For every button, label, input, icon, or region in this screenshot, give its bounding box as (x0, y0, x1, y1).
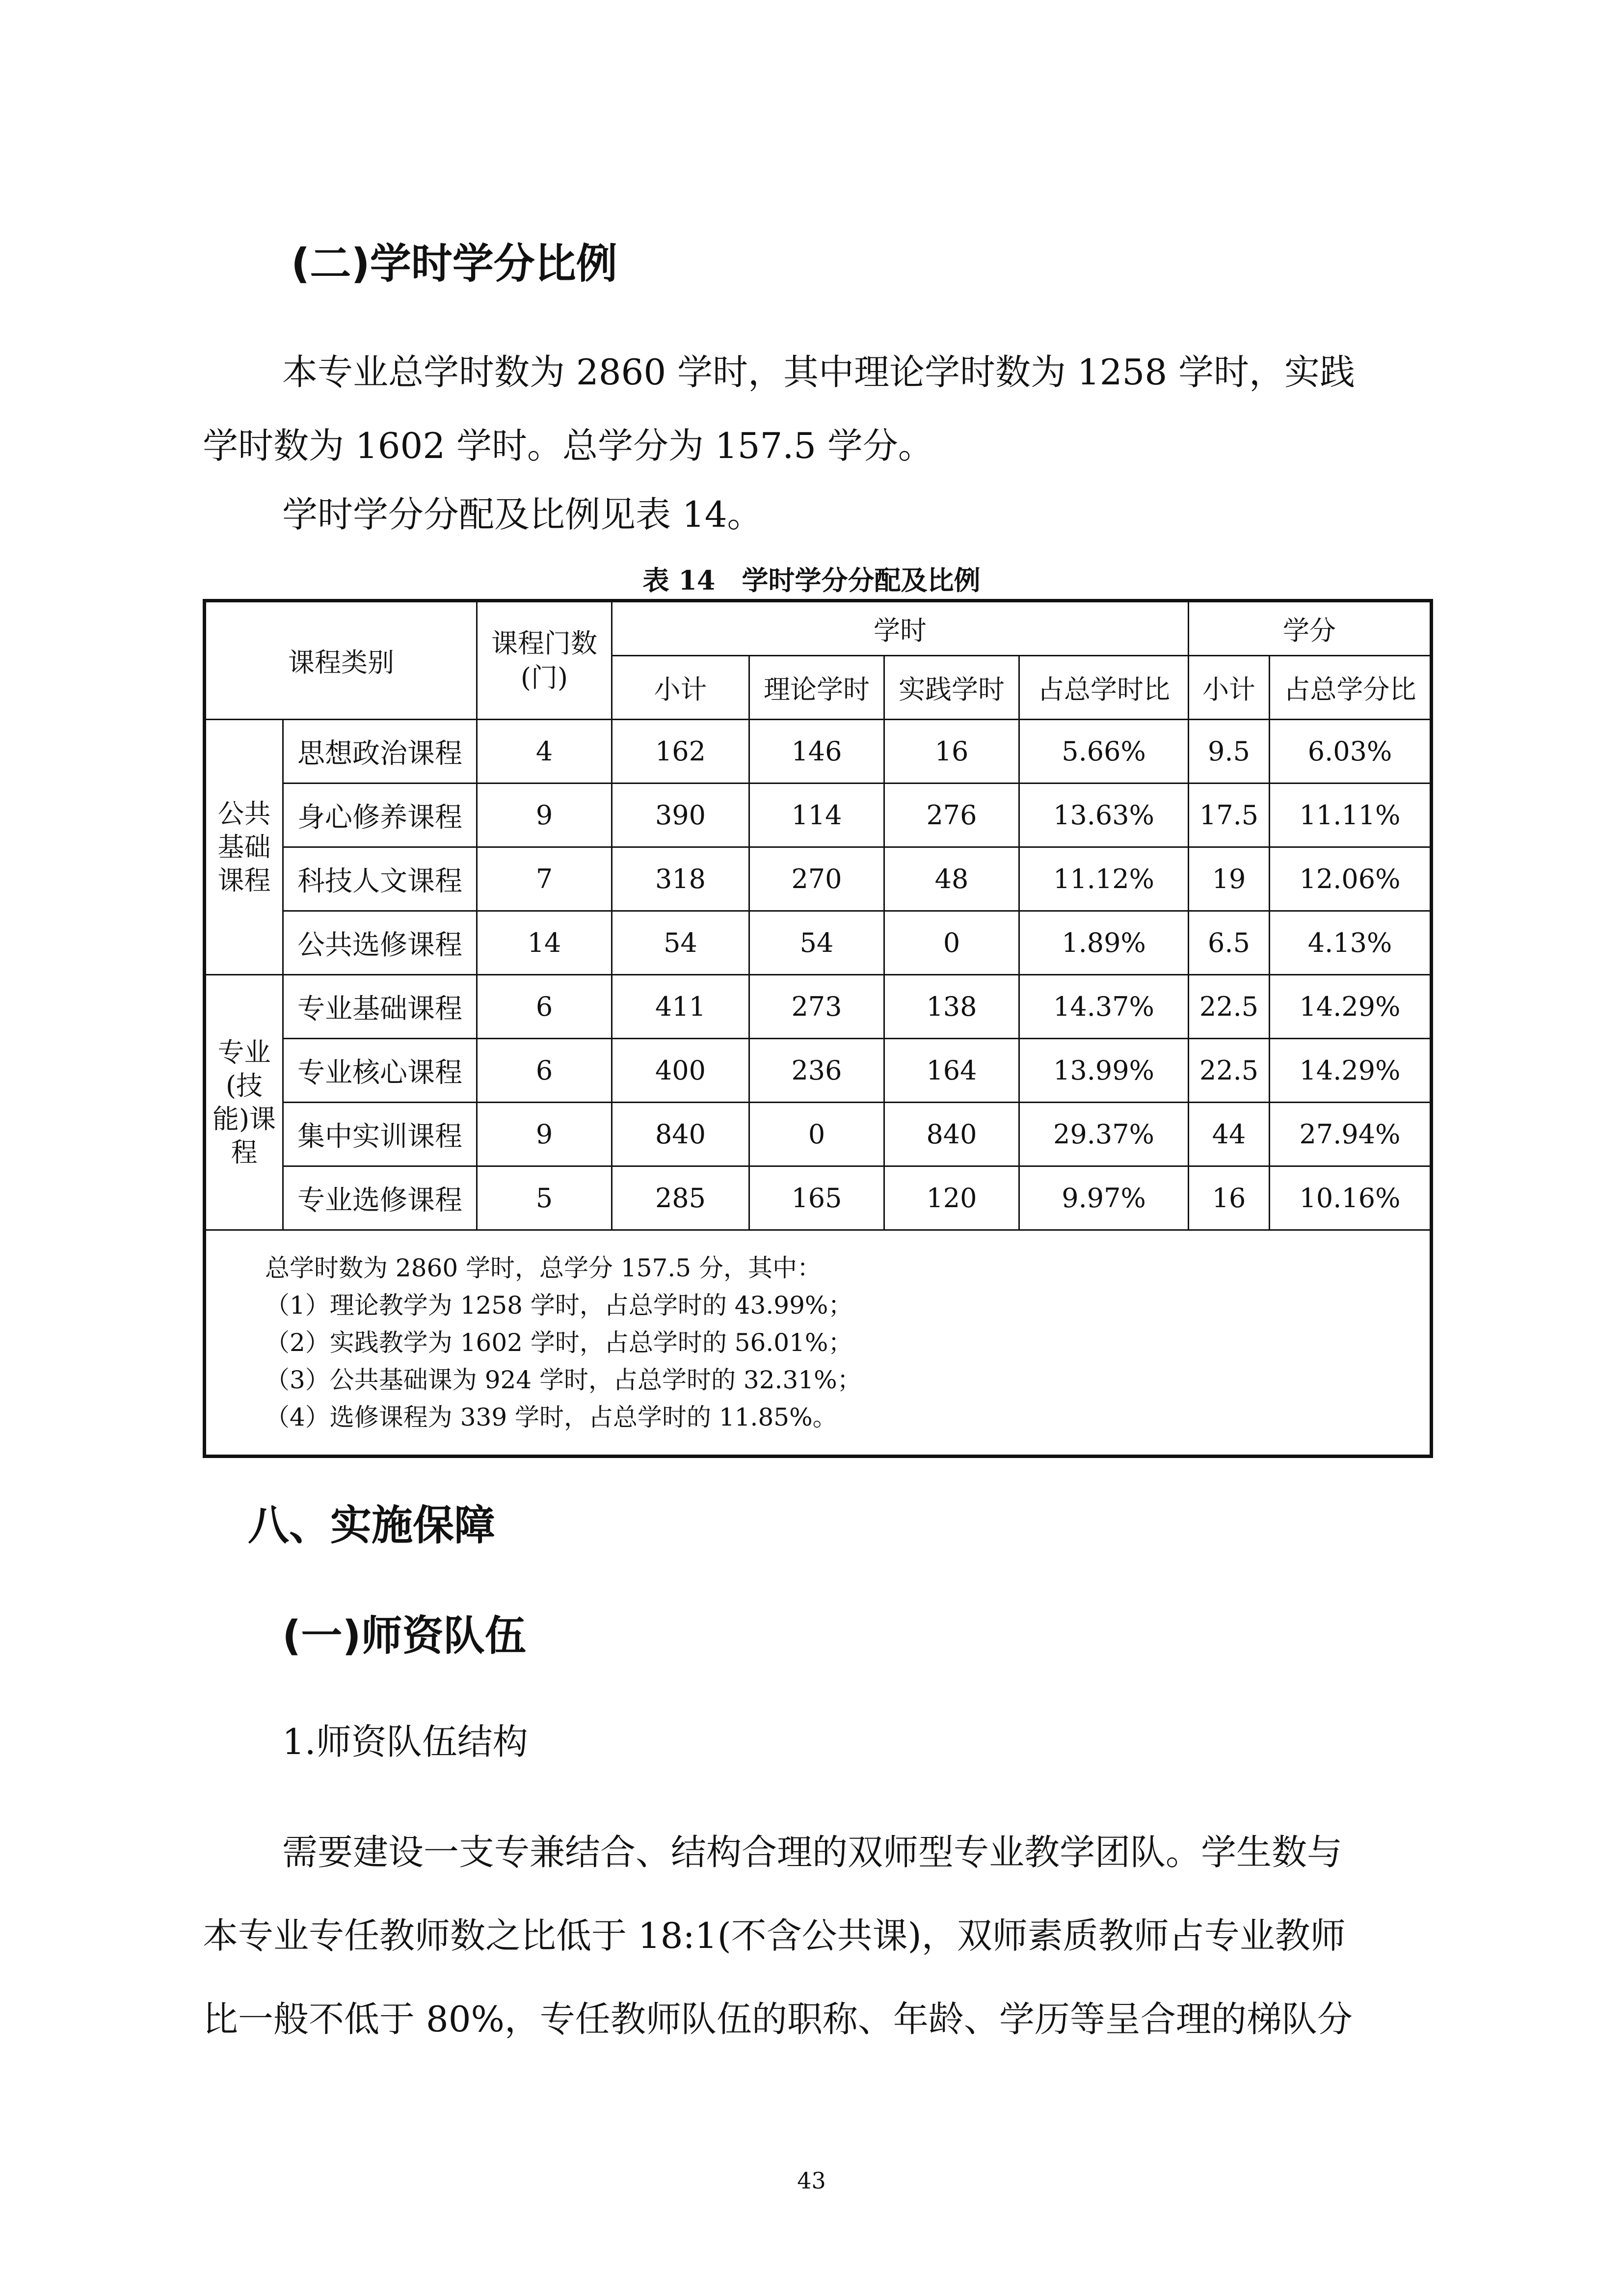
paragraph-total-hours-line1: 本专业总学时数为 2860 学时，其中理论学时数为 1258 学时，实践 (282, 351, 1356, 393)
category-label-line: 基础 (217, 831, 271, 863)
table-row (205, 1166, 1432, 1230)
paragraph-faculty-line3: 比一般不低于 80%，专任教师队伍的职称、年龄、学历等呈合理的梯队分 (203, 1999, 1353, 2040)
table-row (205, 911, 1432, 975)
table-row (205, 1103, 1432, 1166)
hours-subtotal: 318 (612, 847, 749, 911)
course-name: 专业基础课程 (283, 975, 477, 1039)
hours-subtotal: 400 (612, 1039, 749, 1103)
header-credits-ratio: 占总学分比 (1270, 656, 1432, 720)
theory-hours: 270 (749, 847, 884, 911)
theory-hours: 54 (749, 911, 884, 975)
practice-hours: 16 (884, 720, 1019, 783)
credits: 6.5 (1189, 911, 1270, 975)
credits: 17.5 (1189, 783, 1270, 847)
credits-ratio: 6.03% (1270, 720, 1432, 783)
course-count: 5 (477, 1166, 612, 1230)
category-label-line: (技 (225, 1070, 263, 1101)
header-practice-hours: 实践学时 (884, 656, 1019, 720)
page-number: 43 (797, 2167, 826, 2194)
table-caption: 表 14 学时学分分配及比例 (642, 565, 981, 596)
header-credits: 学分 (1189, 601, 1432, 656)
hours-ratio: 14.37% (1019, 975, 1189, 1039)
table-row (205, 975, 1432, 1039)
hours-ratio: 13.63% (1019, 783, 1189, 847)
hours-ratio: 1.89% (1019, 911, 1189, 975)
credits: 16 (1189, 1166, 1270, 1230)
table-note-line: 总学时数为 2860 学时，总学分 157.5 分，其中： (265, 1254, 822, 1282)
course-count: 14 (477, 911, 612, 975)
header-course-count-line1: 课程门数 (491, 627, 597, 659)
category-label-line: 能)课 (212, 1103, 276, 1134)
paragraph-faculty-line2: 本专业专任教师数之比低于 18:1(不含公共课)，双师素质教师占专业教师 (203, 1915, 1346, 1956)
course-count: 9 (477, 1103, 612, 1166)
theory-hours: 146 (749, 720, 884, 783)
hours-credits-table (203, 599, 1433, 1458)
course-name: 专业核心课程 (283, 1039, 477, 1103)
hours-ratio: 11.12% (1019, 847, 1189, 911)
table-notes (205, 1230, 1432, 1457)
header-course-count-line2: (门) (520, 662, 568, 693)
credits-ratio: 4.13% (1270, 911, 1432, 975)
hours-ratio: 13.99% (1019, 1039, 1189, 1103)
hours-ratio: 29.37% (1019, 1103, 1189, 1166)
credits-ratio: 27.94% (1270, 1103, 1432, 1166)
course-count: 9 (477, 783, 612, 847)
hours-subtotal: 390 (612, 783, 749, 847)
credits: 44 (1189, 1103, 1270, 1166)
subsection-heading-faculty-structure: 1.师资队伍结构 (282, 1721, 528, 1762)
section-heading-hours-credits: (二)学时学分比例 (291, 240, 617, 288)
section-heading-faculty: (一)师资队伍 (282, 1612, 526, 1660)
theory-hours: 0 (749, 1103, 884, 1166)
credits: 9.5 (1189, 720, 1270, 783)
practice-hours: 840 (884, 1103, 1019, 1166)
credits: 22.5 (1189, 975, 1270, 1039)
paragraph-total-hours-line2: 学时数为 1602 学时。总学分为 157.5 学分。 (203, 425, 933, 466)
table-row (205, 847, 1432, 911)
table-row (205, 1039, 1432, 1103)
header-hours: 学时 (612, 601, 1189, 656)
credits-ratio: 10.16% (1270, 1166, 1432, 1230)
category-label-line: 程 (231, 1136, 258, 1168)
practice-hours: 48 (884, 847, 1019, 911)
category-label-line: 专业 (217, 1036, 271, 1068)
practice-hours: 120 (884, 1166, 1019, 1230)
table-note-line: （3）公共基础课为 924 学时，占总学时的 32.31%； (265, 1366, 862, 1394)
category-label-line: 课程 (217, 864, 271, 896)
hours-ratio: 9.97% (1019, 1166, 1189, 1230)
practice-hours: 276 (884, 783, 1019, 847)
chapter-heading-implementation: 八、实施保障 (248, 1501, 496, 1549)
credits-ratio: 11.11% (1270, 783, 1432, 847)
course-name: 集中实训课程 (283, 1103, 477, 1166)
credits-ratio: 12.06% (1270, 847, 1432, 911)
header-theory-hours: 理论学时 (749, 656, 884, 720)
hours-subtotal: 285 (612, 1166, 749, 1230)
theory-hours: 114 (749, 783, 884, 847)
hours-ratio: 5.66% (1019, 720, 1189, 783)
course-name: 身心修养课程 (283, 783, 477, 847)
course-name: 科技人文课程 (283, 847, 477, 911)
credits-ratio: 14.29% (1270, 975, 1432, 1039)
category-public-foundation (205, 720, 283, 975)
course-count: 6 (477, 1039, 612, 1103)
course-name: 专业选修课程 (283, 1166, 477, 1230)
theory-hours: 236 (749, 1039, 884, 1103)
theory-hours: 165 (749, 1166, 884, 1230)
practice-hours: 138 (884, 975, 1019, 1039)
course-count: 4 (477, 720, 612, 783)
table-row (205, 720, 1432, 783)
category-professional-skill (205, 975, 283, 1230)
header-course-count (477, 601, 612, 720)
course-count: 7 (477, 847, 612, 911)
credits: 19 (1189, 847, 1270, 911)
header-credit-subtotal: 小计 (1189, 656, 1270, 720)
header-hours-subtotal: 小计 (612, 656, 749, 720)
table-note-line: （2）实践教学为 1602 学时，占总学时的 56.01%； (265, 1328, 853, 1357)
hours-subtotal: 840 (612, 1103, 749, 1166)
course-name: 思想政治课程 (283, 720, 477, 783)
header-category: 课程类别 (205, 601, 477, 720)
credits-ratio: 14.29% (1270, 1039, 1432, 1103)
course-name: 公共选修课程 (283, 911, 477, 975)
table-note-line: （4）选修课程为 339 学时，占总学时的 11.85%。 (265, 1403, 837, 1432)
paragraph-faculty-line1: 需要建设一支专兼结合、结构合理的双师型专业教学团队。学生数与 (282, 1832, 1343, 1873)
header-hours-ratio: 占总学时比 (1019, 656, 1189, 720)
category-label-line: 公共 (217, 798, 271, 829)
credits: 22.5 (1189, 1039, 1270, 1103)
practice-hours: 0 (884, 911, 1019, 975)
hours-subtotal: 54 (612, 911, 749, 975)
theory-hours: 273 (749, 975, 884, 1039)
table-note-line: （1）理论教学为 1258 学时，占总学时的 43.99%； (265, 1291, 853, 1320)
hours-subtotal: 162 (612, 720, 749, 783)
paragraph-table-reference: 学时学分分配及比例见表 14。 (282, 494, 763, 535)
table-row (205, 783, 1432, 847)
practice-hours: 164 (884, 1039, 1019, 1103)
hours-subtotal: 411 (612, 975, 749, 1039)
course-count: 6 (477, 975, 612, 1039)
